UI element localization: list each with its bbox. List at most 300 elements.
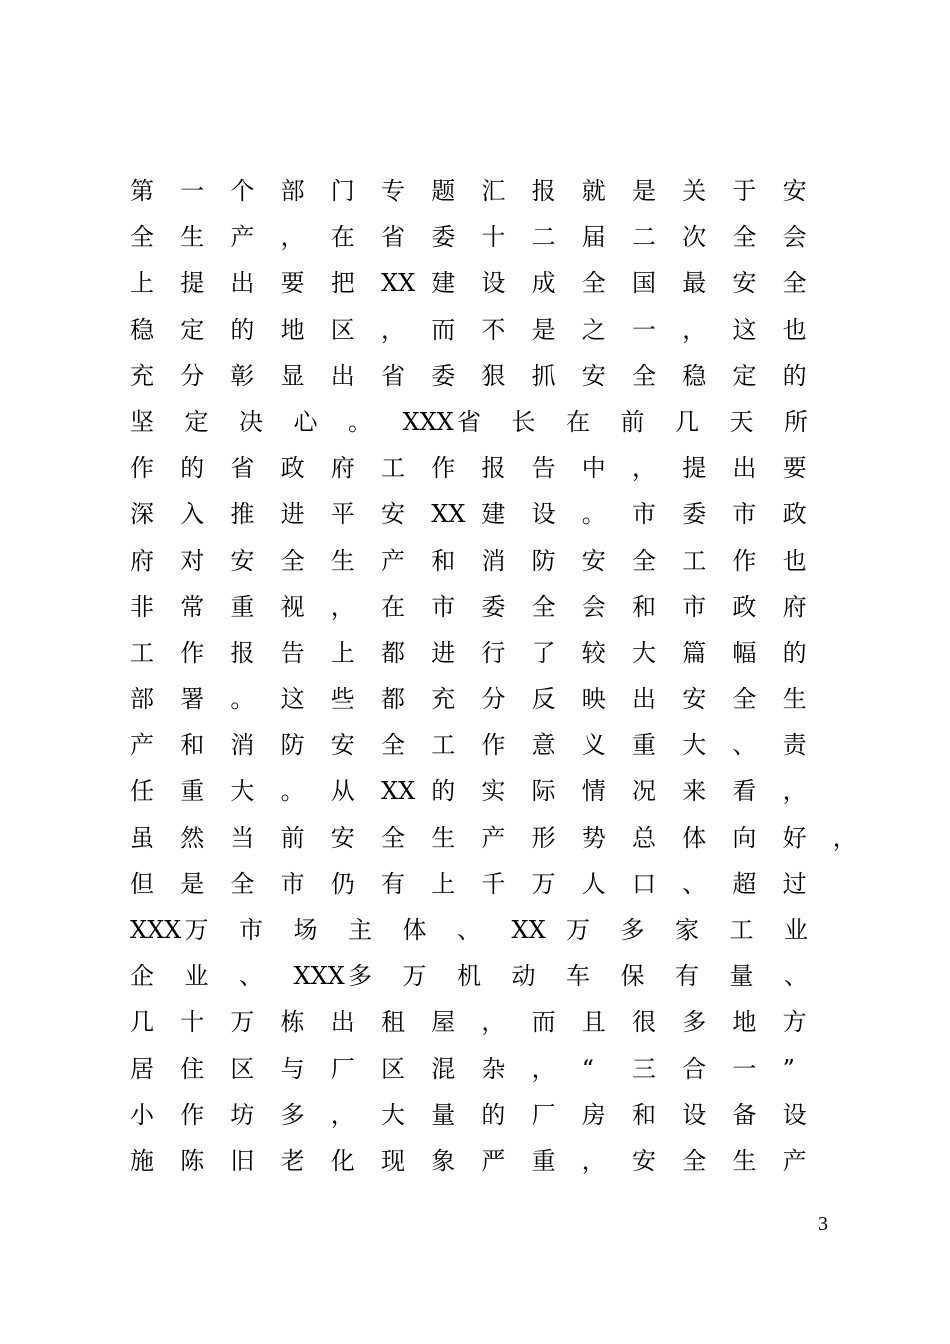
text-token: 专: [381, 177, 405, 205]
text-line: [130, 260, 850, 306]
text-token: 大: [632, 638, 656, 667]
text-token: 狠: [481, 361, 506, 390]
text-token: 是: [180, 869, 205, 898]
text-token: 安: [581, 546, 606, 575]
text-token: 报: [531, 177, 556, 205]
text-token: 报: [481, 454, 506, 483]
text-token: 定: [184, 407, 209, 436]
text-token: 天: [729, 407, 754, 436]
text-token: 企: [130, 962, 154, 991]
text-line: [130, 676, 850, 722]
text-token: 出: [632, 685, 656, 714]
text-token: 出: [330, 361, 355, 390]
text-token: 要: [782, 454, 807, 483]
text-token: 长: [511, 407, 536, 436]
text-token: 定: [180, 315, 205, 344]
text-token: 量: [431, 1100, 456, 1129]
text-line: [130, 584, 850, 630]
text-token: 工: [381, 454, 405, 483]
text-token: 的: [431, 777, 456, 806]
text-token: 看: [732, 777, 757, 806]
text-token: 前: [280, 823, 305, 852]
text-token: 前: [620, 407, 645, 436]
text-token: 上: [330, 638, 355, 667]
text-line: [130, 1138, 850, 1184]
text-token: 万: [230, 1008, 255, 1037]
text-token: 产: [481, 823, 506, 852]
text-token: 全: [230, 869, 255, 898]
text-token: 情: [581, 777, 606, 806]
text-token: 小: [130, 1100, 154, 1129]
text-token: 业: [784, 916, 808, 944]
text-token: 安: [682, 685, 707, 714]
text-token: 安: [330, 823, 355, 852]
text-token: 最: [682, 269, 707, 298]
text-token: 市: [632, 500, 656, 529]
text-token: 上: [431, 869, 456, 898]
text-token: ，: [481, 1008, 506, 1037]
text-token: 篇: [682, 638, 707, 667]
text-token: 几: [130, 1008, 154, 1037]
text-token: 政: [782, 500, 807, 529]
text-token: 场: [293, 916, 318, 944]
text-token: 部: [280, 177, 305, 205]
text-token: 就: [581, 177, 606, 205]
text-token: 全: [381, 823, 405, 852]
text-token: 稳: [130, 315, 154, 344]
text-token: 所: [784, 407, 808, 436]
text-token: 一: [732, 1054, 757, 1083]
text-token: 深: [130, 500, 154, 529]
text-token: 大: [682, 731, 707, 760]
text-token: 严: [481, 1146, 506, 1175]
text-token: 进: [280, 500, 305, 529]
text-token: 实: [481, 777, 506, 806]
text-token: 栋: [280, 1008, 305, 1037]
text-token: 然: [180, 823, 205, 852]
text-line: [130, 168, 850, 214]
text-token: 坚: [130, 407, 154, 436]
text-token: 三: [632, 1054, 656, 1083]
text-token: 保: [620, 962, 645, 991]
text-token: 象: [431, 1146, 456, 1175]
text-token: 提: [682, 454, 707, 483]
text-token: 的: [481, 1100, 506, 1129]
page-number: 3: [818, 1213, 828, 1235]
text-token: 重: [632, 731, 656, 760]
text-token: 设: [682, 1100, 707, 1129]
text-token: 全: [732, 685, 757, 714]
text-token: 府: [130, 546, 154, 575]
text-token: ，: [782, 777, 807, 806]
text-token: 告: [531, 454, 556, 483]
text-token: 全: [280, 546, 305, 575]
text-token: 在: [566, 407, 590, 436]
text-token: 、: [784, 962, 808, 991]
text-token: 虽: [130, 823, 154, 852]
text-token: 幅: [732, 638, 757, 667]
text-token: 也: [782, 315, 807, 344]
text-token: 重: [531, 1146, 556, 1175]
text-line: [130, 861, 850, 907]
text-token: 全: [632, 361, 656, 390]
text-token: 业: [184, 962, 209, 991]
text-token: 彰: [230, 361, 255, 390]
text-token: 行: [481, 638, 506, 667]
text-token: 全: [531, 592, 556, 621]
text-token: 会: [581, 592, 606, 621]
text-token: 设: [531, 500, 556, 529]
text-token: ，: [682, 315, 707, 344]
text-token: 建: [431, 269, 456, 298]
text-token: 、: [239, 962, 263, 991]
text-token: 定: [732, 361, 757, 390]
text-token: 推: [230, 500, 255, 529]
text-token: 量: [729, 962, 754, 991]
text-token: 委: [682, 500, 707, 529]
text-token: 会: [782, 223, 807, 252]
text-token: 主: [348, 916, 372, 944]
text-token: 际: [531, 777, 556, 806]
text-token: 工: [130, 638, 154, 667]
text-token: 安: [230, 546, 255, 575]
text-line: [130, 768, 850, 814]
text-token: 生: [330, 546, 355, 575]
text-token: XX: [381, 269, 416, 298]
text-token: 车: [566, 962, 590, 991]
text-token: 在: [381, 592, 405, 621]
text-token: 出: [230, 269, 255, 298]
text-token: 反: [531, 685, 556, 714]
text-token: 有: [381, 869, 405, 898]
text-token: 防: [531, 546, 556, 575]
text-token: 之: [581, 315, 606, 344]
text-token: 租: [381, 1008, 405, 1037]
text-token: 住: [180, 1054, 205, 1083]
text-token: 况: [632, 777, 656, 806]
text-token: 安: [782, 177, 807, 205]
text-token: 作: [130, 454, 154, 483]
text-token: 作: [431, 454, 456, 483]
text-token: 都: [381, 685, 405, 714]
text-token: 较: [581, 638, 606, 667]
text-token: 委: [431, 361, 456, 390]
text-token: 要: [280, 269, 305, 298]
text-token: 十: [481, 223, 506, 252]
text-token: 多: [682, 1008, 707, 1037]
text-token: 几: [675, 407, 699, 436]
text-token: 居: [130, 1054, 154, 1083]
text-line: [130, 907, 850, 953]
text-token: 生: [782, 685, 807, 714]
text-token: 多: [348, 962, 372, 991]
text-token: 仍: [330, 869, 355, 898]
text-token: 常: [180, 592, 205, 621]
text-token: 充: [130, 361, 154, 390]
text-line: [130, 399, 850, 445]
text-token: 入: [180, 500, 205, 529]
text-token: 工: [729, 916, 754, 944]
text-token: 府: [330, 454, 355, 483]
text-token: 市: [682, 592, 707, 621]
text-token: 出: [330, 1008, 355, 1037]
text-token: 的: [782, 638, 807, 667]
text-token: XX: [511, 916, 546, 944]
text-token: 厂: [330, 1054, 355, 1083]
text-token: 生: [431, 823, 456, 852]
text-token: 工: [682, 546, 707, 575]
text-token: 但: [130, 869, 154, 898]
text-token: 委: [481, 592, 506, 621]
text-token: 万: [402, 962, 427, 991]
text-token: 题: [431, 177, 456, 205]
text-token: 旧: [230, 1146, 255, 1175]
text-token: 、: [682, 869, 707, 898]
text-token: 生: [732, 1146, 757, 1175]
text-token: 告: [280, 638, 305, 667]
text-token: 安: [381, 500, 405, 529]
text-token: ，: [330, 592, 355, 621]
text-token: 充: [431, 685, 456, 714]
text-token: 万: [566, 916, 590, 944]
text-line: [130, 722, 850, 768]
text-token: 义: [581, 731, 606, 760]
text-token: 和: [632, 1100, 656, 1129]
text-line: [130, 815, 857, 861]
text-token: 把: [330, 269, 355, 298]
text-token: ”: [782, 1054, 795, 1083]
text-token: ，: [531, 1054, 556, 1083]
text-token: 全: [381, 731, 405, 760]
text-token: 有: [675, 962, 699, 991]
text-token: 地: [280, 315, 305, 344]
text-token: 市: [732, 500, 757, 529]
text-token: XX: [431, 500, 466, 529]
text-token: 省: [381, 223, 405, 252]
text-line: [130, 445, 850, 491]
text-line: [130, 353, 850, 399]
text-token: 的: [230, 315, 255, 344]
text-token: 消: [481, 546, 506, 575]
text-token: 也: [782, 546, 807, 575]
text-token: 届: [581, 223, 606, 252]
text-token: 视: [280, 592, 305, 621]
text-token: 好: [782, 823, 807, 852]
text-token: 。: [348, 407, 372, 436]
text-token: 而: [431, 315, 456, 344]
text-token: 门: [330, 177, 355, 205]
text-token: ，: [330, 1100, 355, 1129]
text-token: 是: [632, 177, 656, 205]
text-token: 是: [531, 315, 556, 344]
text-token: 老: [280, 1146, 305, 1175]
text-token: 平: [330, 500, 355, 529]
text-token: 全: [732, 223, 757, 252]
text-token: 和: [180, 731, 205, 760]
text-token: 作: [180, 638, 205, 667]
text-token: 地: [732, 1008, 757, 1037]
text-line: [130, 214, 850, 260]
text-token: 区: [381, 1054, 405, 1083]
text-token: 全: [632, 546, 656, 575]
text-token: 向: [732, 823, 757, 852]
text-token: 多: [280, 1100, 305, 1129]
text-token: 汇: [481, 177, 506, 205]
text-token: 市: [239, 916, 263, 944]
text-token: 杂: [481, 1054, 506, 1083]
text-token: 省: [230, 454, 255, 483]
text-token: 这: [280, 685, 305, 714]
text-token: 重: [180, 777, 205, 806]
text-token: 任: [130, 777, 154, 806]
text-line: [130, 307, 850, 353]
text-token: 现: [381, 1146, 405, 1175]
text-token: 署: [180, 685, 205, 714]
text-token: 第: [130, 177, 154, 205]
text-token: 国: [632, 269, 656, 298]
text-line: [130, 538, 850, 584]
text-token: 与: [280, 1054, 305, 1083]
text-token: 在: [330, 223, 355, 252]
text-line: [130, 630, 850, 676]
text-token: 口: [632, 869, 656, 898]
text-token: 方: [782, 1008, 807, 1037]
text-token: 产: [381, 546, 405, 575]
text-token: 建: [481, 500, 506, 529]
text-token: 来: [682, 777, 707, 806]
text-token: 万: [531, 869, 556, 898]
text-token: 分: [481, 685, 506, 714]
text-token: 对: [180, 546, 205, 575]
text-token: XXX: [130, 916, 182, 944]
text-token: 上: [130, 269, 154, 298]
text-token: 万: [184, 916, 209, 944]
text-line: [130, 953, 850, 999]
text-token: 形: [531, 823, 556, 852]
text-token: XX: [381, 777, 416, 806]
text-token: 抓: [531, 361, 556, 390]
text-token: 责: [782, 731, 807, 760]
text-token: 、: [732, 731, 757, 760]
text-token: ，: [632, 454, 656, 483]
text-token: 且: [581, 1008, 606, 1037]
text-token: 产: [230, 223, 255, 252]
text-token: 、: [457, 916, 481, 944]
text-token: 设: [481, 269, 506, 298]
text-token: 防: [280, 731, 305, 760]
text-token: 化: [330, 1146, 355, 1175]
text-token: 都: [381, 638, 405, 667]
text-token: 于: [732, 177, 757, 205]
text-token: 陈: [180, 1146, 205, 1175]
text-token: 大: [230, 777, 255, 806]
text-token: 总: [632, 823, 656, 852]
text-line: [130, 1092, 850, 1138]
text-token: 生: [180, 223, 205, 252]
text-token: 二: [531, 223, 556, 252]
text-token: 次: [682, 223, 707, 252]
text-token: 坊: [230, 1100, 255, 1129]
text-token: 区: [330, 315, 355, 344]
text-token: 心: [293, 407, 318, 436]
text-token: 提: [180, 269, 205, 298]
text-token: 关: [682, 177, 707, 205]
text-token: 中: [581, 454, 606, 483]
text-token: 当: [230, 823, 255, 852]
text-token: 工: [431, 731, 456, 760]
text-token: 动: [511, 962, 536, 991]
text-token: 作: [180, 1100, 205, 1129]
text-token: 进: [431, 638, 456, 667]
text-token: 这: [732, 315, 757, 344]
text-token: 消: [230, 731, 255, 760]
text-token: 大: [381, 1100, 405, 1129]
text-token: 很: [632, 1008, 656, 1037]
text-token: 市: [280, 869, 305, 898]
text-token: 决: [239, 407, 263, 436]
text-token: 全: [682, 1146, 707, 1175]
text-token: 屋: [431, 1008, 456, 1037]
text-token: 作: [481, 731, 506, 760]
text-token: 十: [180, 1008, 205, 1037]
text-token: 府: [782, 592, 807, 621]
text-token: 。: [581, 500, 606, 529]
text-token: 出: [732, 454, 757, 483]
text-token: 省: [457, 407, 481, 436]
text-token: 了: [531, 638, 556, 667]
text-token: 不: [481, 315, 506, 344]
text-token: 安: [581, 361, 606, 390]
text-token: 部: [130, 685, 154, 714]
text-token: 混: [431, 1054, 456, 1083]
text-token: 从: [330, 777, 355, 806]
text-token: 分: [180, 361, 205, 390]
text-token: 体: [682, 823, 707, 852]
text-token: 全: [130, 223, 154, 252]
text-token: 和: [632, 592, 656, 621]
text-token: 全: [581, 269, 606, 298]
text-token: 施: [130, 1146, 154, 1175]
text-line: [130, 1046, 850, 1092]
text-token: ，: [581, 1146, 606, 1175]
text-token: 一: [632, 315, 656, 344]
text-token: 安: [732, 269, 757, 298]
text-token: 。: [230, 685, 255, 714]
text-token: 而: [531, 1008, 556, 1037]
text-token: 委: [431, 223, 456, 252]
text-token: 非: [130, 592, 154, 621]
text-token: 稳: [682, 361, 707, 390]
text-line: [130, 491, 850, 537]
text-token: 作: [732, 546, 757, 575]
text-token: 成: [531, 269, 556, 298]
text-token: 产: [130, 731, 154, 760]
text-token: 人: [581, 869, 606, 898]
text-token: 设: [782, 1100, 807, 1129]
text-token: 些: [330, 685, 355, 714]
text-token: 超: [732, 869, 757, 898]
text-token: 备: [732, 1100, 757, 1129]
text-token: “: [581, 1054, 595, 1083]
text-token: 政: [732, 592, 757, 621]
text-token: 政: [280, 454, 305, 483]
text-token: 体: [402, 916, 427, 944]
text-token: 一: [180, 177, 205, 205]
text-token: 省: [381, 361, 405, 390]
text-token: 的: [180, 454, 205, 483]
text-token: 家: [675, 916, 699, 944]
text-token: 过: [782, 869, 807, 898]
